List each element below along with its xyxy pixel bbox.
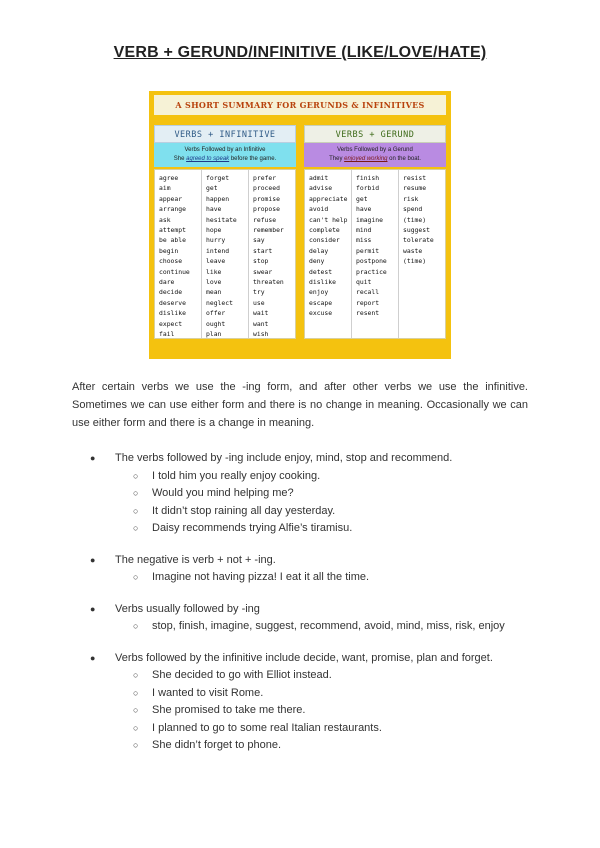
infinitive-verb: arrange: [159, 205, 186, 214]
infinitive-verb: stop: [253, 257, 269, 266]
infinitive-verb: say: [253, 236, 265, 245]
gerund-verb: tolerate: [403, 236, 434, 245]
gerund-word-column: [305, 170, 352, 338]
infinitive-verb: threaten: [253, 278, 284, 287]
infinitive-verb: deserve: [159, 298, 186, 307]
infinitive-example-em: agreed to speak: [186, 156, 230, 162]
rule-text: Verbs followed by the infinitive include decide, want, promise, plan and forget.: [115, 651, 493, 664]
infinitive-verb: use: [253, 298, 265, 307]
circle-bullet-icon: ○: [133, 470, 139, 481]
example-item: [115, 485, 542, 503]
example-item: [115, 569, 542, 587]
example-text: Daisy recommends trying Alfie’s tiramisu.: [152, 522, 353, 534]
example-item: [115, 720, 542, 738]
circle-bullet-icon: ○: [133, 670, 139, 680]
example-text: stop, finish, imagine, suggest, recommend, avoid, mind, miss, risk, enjoy: [152, 620, 505, 632]
infinitive-verb: proceed: [253, 184, 280, 193]
infinitive-verb: hesitate: [206, 215, 237, 224]
example-item: [115, 468, 542, 486]
circle-bullet-icon: ○: [133, 740, 139, 750]
gerund-verb: forbid: [356, 184, 380, 193]
gerund-verb: resist: [403, 174, 427, 182]
example-text: She didn’t forget to phone.: [152, 739, 282, 751]
infinitive-verb: remember: [253, 226, 284, 235]
example-text: She decided to go with Elliot instead.: [152, 669, 332, 681]
infinitive-verb: swear: [253, 267, 273, 276]
rules-list: [72, 450, 542, 769]
gerund-verb: get: [356, 194, 368, 203]
infinitive-verb: wait: [253, 309, 269, 318]
infinitive-verb: forget: [206, 174, 230, 182]
gerund-verb: finish: [356, 174, 380, 182]
circle-bullet-icon: ○: [133, 621, 139, 631]
infinitive-verb: refuse: [253, 215, 277, 224]
gerund-example-em: enjoyed working: [344, 156, 388, 162]
infinitive-verb: aim: [159, 184, 171, 193]
gerund-verb: mind: [356, 226, 372, 235]
example-item: [115, 737, 542, 755]
infinitive-word-column: [155, 170, 202, 338]
gerund-sub-line1: Verbs Followed by a Gerund: [337, 147, 413, 153]
example-text: I wanted to visit Rome.: [152, 686, 264, 699]
example-list: [115, 667, 542, 755]
infinitive-verb: promise: [253, 194, 280, 203]
bullet-icon: ●: [90, 453, 96, 463]
gerund-verb: (time): [403, 257, 427, 266]
infinitive-verb: try: [253, 288, 265, 297]
infinitive-verb: neglect: [206, 298, 233, 307]
infinitive-verb: attempt: [159, 226, 186, 235]
circle-bullet-icon: ○: [133, 505, 139, 516]
rule-text: The negative is verb + not + -ing.: [115, 553, 276, 566]
bullet-icon: ●: [90, 652, 96, 663]
gerund-verb: can't help: [309, 215, 348, 224]
infinitive-example-post: before the game.: [229, 156, 277, 162]
gerund-verb: appreciate: [309, 194, 348, 203]
gerund-verb: practice: [356, 267, 387, 276]
gerund-verb: have: [356, 205, 372, 214]
example-item: [115, 618, 542, 636]
gerund-verb: avoid: [309, 205, 329, 214]
infinitive-verb: want: [253, 319, 269, 328]
infinitive-verb: hope: [206, 226, 222, 235]
intro-paragraph: After certain verbs we use the -ing form, and after other verbs we use the infinitive. Sometimes we can use either form and there is no change in meaning. Occasionally we can use either form and there is a change in meaning.: [72, 381, 528, 429]
bullet-icon: ●: [90, 554, 96, 565]
infinitive-verb: hurry: [206, 236, 226, 245]
example-item: [115, 667, 542, 685]
gerund-verb: suggest: [403, 226, 430, 235]
summary-image: [149, 91, 451, 359]
gerund-verb: resume: [403, 184, 427, 193]
gerund-verb: (time): [403, 215, 427, 224]
infinitive-verb: continue: [159, 267, 190, 276]
infinitive-sub-line1: Verbs Followed by an Infinitive: [184, 147, 266, 153]
gerund-verb: waste: [403, 246, 423, 255]
gerund-verb: enjoy: [309, 288, 329, 297]
gerund-verb: postpone: [356, 257, 387, 266]
gerund-verb: consider: [309, 236, 340, 245]
infinitive-verb: like: [206, 267, 222, 276]
infinitive-verb: intend: [206, 246, 230, 255]
gerund-verb: dislike: [309, 278, 336, 287]
page-title: VERB + GERUND/INFINITIVE (LIKE/LOVE/HATE): [113, 44, 487, 61]
example-text: I told him you really enjoy cooking.: [152, 469, 321, 482]
gerund-verb: delay: [309, 246, 329, 255]
circle-bullet-icon: ○: [133, 705, 139, 715]
example-item: [115, 503, 542, 521]
example-text: I planned to go to some real Italian restaurants.: [152, 721, 382, 734]
infinitive-verb: dislike: [159, 309, 186, 318]
example-list: [115, 618, 542, 636]
gerund-example-pre: They: [329, 156, 345, 162]
example-text: It didn’t stop raining all day yesterday.: [152, 504, 336, 517]
gerund-subheader: [304, 143, 446, 167]
infinitive-example: [154, 155, 296, 164]
bullet-icon: ●: [90, 603, 96, 614]
infinitive-word-table: [154, 169, 296, 339]
infinitive-verb: start: [253, 246, 273, 255]
infinitive-verb: fail: [159, 330, 175, 339]
example-text: She promised to take me there.: [152, 704, 306, 716]
circle-bullet-icon: ○: [133, 523, 139, 533]
gerund-word-table: [304, 169, 446, 339]
example-list: [115, 468, 542, 538]
gerund-verb: advise: [309, 184, 333, 193]
infinitive-verb: choose: [159, 257, 183, 266]
summary-columns: [154, 125, 446, 339]
rule-item: [72, 601, 542, 636]
gerund-column: [304, 125, 446, 339]
gerund-word-column: [399, 170, 445, 338]
infinitive-verb: mean: [206, 288, 222, 297]
example-item: [115, 520, 542, 538]
gerund-verb: recall: [356, 288, 380, 297]
infinitive-verb: offer: [206, 309, 226, 318]
circle-bullet-icon: ○: [133, 722, 139, 733]
infinitive-verb: wish: [253, 330, 269, 339]
gerund-verb: imagine: [356, 215, 383, 224]
gerund-header: VERBS + GERUND: [304, 125, 446, 143]
gerund-verb: detest: [309, 267, 333, 276]
infinitive-verb: plan: [206, 330, 222, 339]
infinitive-verb: get: [206, 184, 218, 193]
gerund-verb: admit: [309, 174, 329, 182]
gerund-verb: miss: [356, 236, 372, 245]
infinitive-verb: ask: [159, 215, 171, 224]
example-item: [115, 702, 542, 720]
infinitive-verb: prefer: [253, 174, 277, 182]
gerund-verb: quit: [356, 278, 372, 287]
infinitive-word-column: [202, 170, 249, 338]
infinitive-verb: appear: [159, 194, 183, 203]
gerund-verb: excuse: [309, 309, 333, 318]
circle-bullet-icon: ○: [133, 687, 139, 698]
infinitive-verb: decide: [159, 288, 183, 297]
gerund-word-column: [352, 170, 399, 338]
rule-text: The verbs followed by -ing include enjoy, mind, stop and recommend.: [115, 452, 453, 464]
gerund-example-post: on the boat.: [387, 156, 421, 162]
infinitive-verb: propose: [253, 205, 280, 214]
example-list: [115, 569, 542, 587]
infinitive-verb: agree: [159, 174, 179, 182]
infinitive-word-column: [249, 170, 295, 338]
circle-bullet-icon: ○: [133, 572, 139, 582]
gerund-verb: risk: [403, 194, 419, 203]
infinitive-verb: ought: [206, 319, 226, 328]
gerund-verb: resent: [356, 309, 380, 318]
infinitive-example-pre: She: [173, 156, 187, 162]
infinitive-verb: dare: [159, 278, 175, 287]
example-text: Would you mind helping me?: [152, 487, 294, 499]
rule-text: Verbs usually followed by -ing: [115, 602, 260, 615]
infinitive-verb: have: [206, 205, 222, 214]
rule-item: [72, 552, 542, 587]
example-text: Imagine not having pizza! I eat it all the time.: [152, 571, 370, 583]
infinitive-verb: be able: [159, 236, 186, 245]
infinitive-subheader: [154, 143, 296, 167]
infinitive-verb: happen: [206, 194, 230, 203]
infinitive-verb: expect: [159, 319, 183, 328]
infinitive-verb: love: [206, 278, 222, 287]
gerund-verb: spend: [403, 205, 423, 214]
gerund-example: [304, 155, 446, 164]
infinitive-column: [154, 125, 296, 339]
infinitive-verb: begin: [159, 246, 179, 255]
gerund-verb: escape: [309, 298, 333, 307]
gerund-verb: complete: [309, 226, 340, 235]
gerund-verb: permit: [356, 246, 380, 255]
example-item: [115, 685, 542, 703]
rule-item: [72, 450, 542, 538]
gerund-verb: report: [356, 298, 380, 307]
gerund-verb: deny: [309, 257, 325, 266]
summary-heading: A SHORT SUMMARY FOR GERUNDS & INFINITIVES: [154, 95, 446, 115]
infinitive-header: VERBS + INFINITIVE: [154, 125, 296, 143]
rule-item: [72, 650, 542, 755]
infinitive-verb: leave: [206, 257, 226, 266]
circle-bullet-icon: ○: [133, 488, 139, 498]
